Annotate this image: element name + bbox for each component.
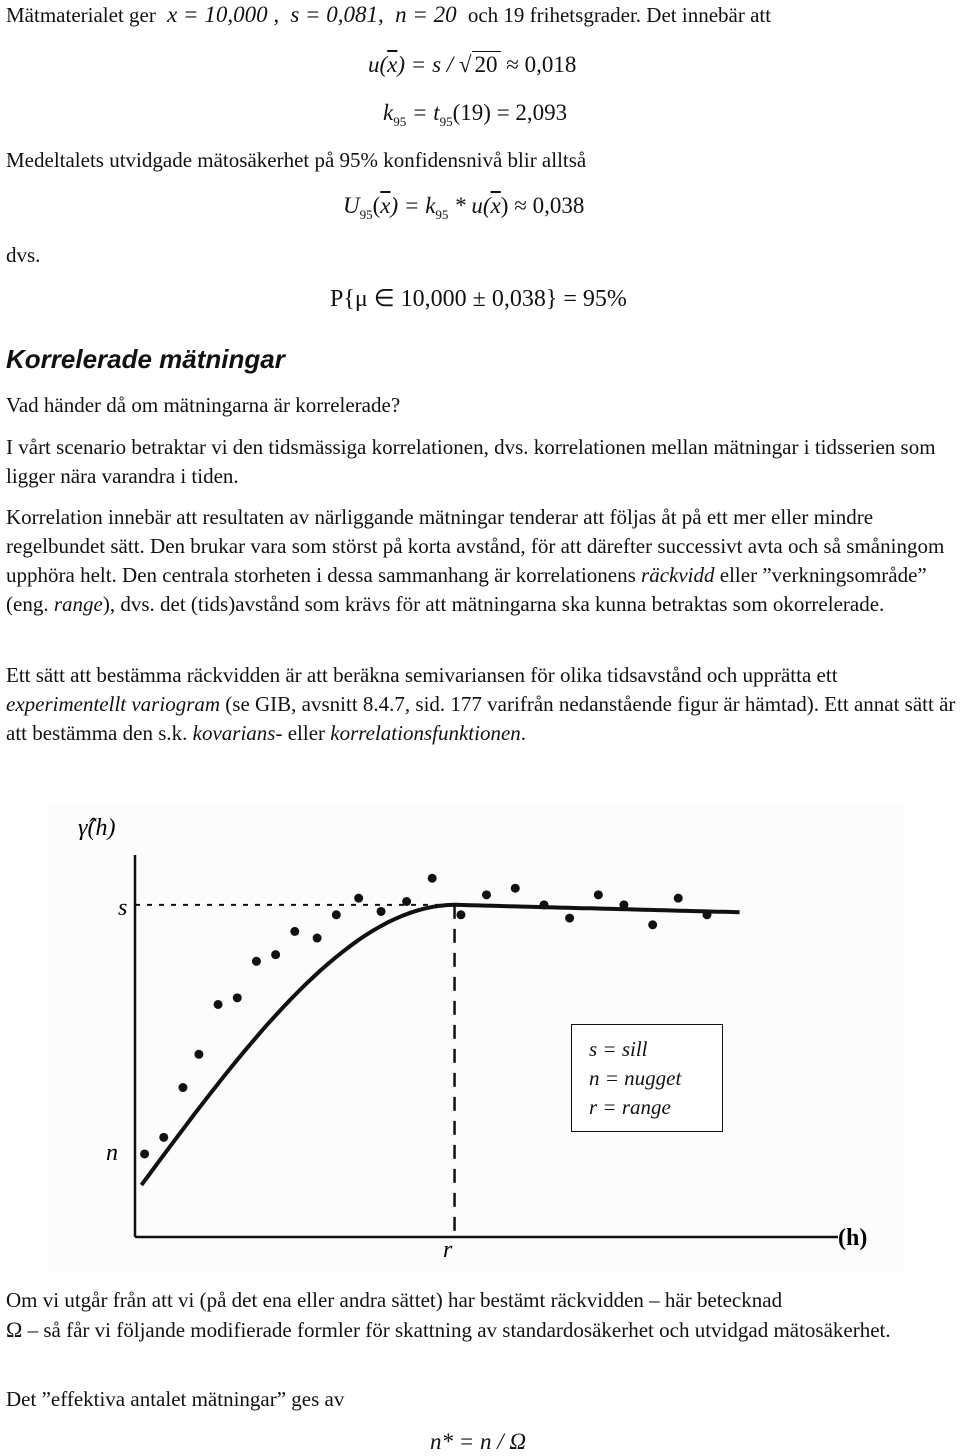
- eq2-k: k: [383, 100, 394, 125]
- paragraph-variogram: [6, 661, 958, 748]
- data-point: [511, 884, 520, 893]
- data-point: [140, 1149, 149, 1158]
- data-point: [354, 894, 363, 903]
- data-point: [332, 910, 341, 919]
- eq3-U-sub: 95: [359, 207, 373, 222]
- eq1-xbar: $\overline{x}$: [387, 52, 398, 77]
- equation-probability: P{μ ∈ 10,000 ± 0,038} = 95%: [330, 286, 627, 312]
- section-heading: [6, 345, 285, 374]
- figure-legend: [571, 1024, 723, 1132]
- equation-expanded: $U_{95}(\overline{x}) = k_{95} * u(\overline{x}) \approx 0,038$: [343, 193, 585, 222]
- intro-n-value: n = 20: [395, 2, 457, 27]
- para2-italic-rackvidd: räckvidd: [641, 563, 715, 587]
- para3-c: eller: [282, 721, 331, 745]
- eq3-rest2: ) ≈ 0,038: [500, 193, 585, 218]
- data-point: [482, 890, 491, 899]
- eq3-U: U: [343, 193, 360, 218]
- data-point: [540, 900, 549, 909]
- paragraph-correlation: [6, 503, 958, 619]
- para3-b: (se GIB, avsnitt 8.4.7, sid. 177 varifrån nedanstående figur är hämtad). Ett annat sätt är att bestämma den s.k.: [6, 692, 956, 745]
- eq3-xbar2: $\overline{x}$: [490, 193, 501, 218]
- nugget-label: n: [106, 1140, 118, 1166]
- para3-a: Ett sätt att bestämma räckvidden är att beräkna semivariansen för olika tidsavstånd och upprätta ett: [6, 663, 838, 687]
- data-point: [290, 927, 299, 936]
- intro-line: [6, 0, 771, 30]
- data-point: [594, 890, 603, 899]
- data-point: [377, 907, 386, 916]
- para2-b: eller ”verkningsområde” (eng.: [6, 563, 927, 616]
- legend-nugget: n = nugget: [589, 1066, 682, 1090]
- eq1-rhs2: ≈ 0,018: [506, 52, 577, 77]
- data-point: [674, 894, 683, 903]
- eq1-rhs1: ) = s /: [397, 52, 459, 77]
- legend-range: r = range: [589, 1095, 671, 1119]
- equation-coverage: [383, 98, 567, 136]
- data-point: [456, 910, 465, 919]
- equation-effective-n: n* = n / Ω: [430, 1429, 527, 1454]
- data-point: [214, 1000, 223, 1009]
- y-axis-label: γ̂(h): [78, 815, 116, 841]
- paragraph-modified-formulas: [6, 1286, 958, 1345]
- eq3-mid: ) = k: [390, 193, 436, 218]
- heading-text: Korrelerade mätningar: [6, 344, 285, 374]
- para2-c: ), dvs. det (tids)avstånd som krävs för att mätningarna ska kunna betraktas som okorrelerade.: [102, 592, 885, 616]
- intro-x-value: x = 10,000 ,: [167, 2, 280, 27]
- data-point: [194, 1050, 203, 1059]
- omega-symbol: Ω: [6, 1317, 23, 1342]
- para2-italic-range: range: [53, 592, 103, 616]
- intro-s-value: s = 0,081,: [290, 2, 384, 27]
- data-point: [271, 950, 280, 959]
- x-axis-label: (h): [838, 1225, 868, 1251]
- eq3-rest1: * u(: [454, 193, 491, 218]
- data-point: [159, 1133, 168, 1142]
- eq2-mid: = t: [411, 100, 440, 125]
- data-point: [648, 920, 657, 929]
- para2-a: Korrelation innebär att resultaten av närliggande mätningar tenderar att följas åt på ett mer eller mindre regelbundet sätt. Den brukar vara som störst på korta avstånd, för att därefter successivt avta och så småningom upphöra helt. Den centrala storheten i dessa sammanhang är korrelationens: [6, 505, 945, 587]
- sill-label: s: [118, 895, 128, 921]
- data-point: [428, 874, 437, 883]
- data-point: [233, 993, 242, 1002]
- data-point: [565, 914, 574, 923]
- sqrt-icon: √: [458, 52, 472, 77]
- eq2-k-sub: 95: [393, 114, 407, 129]
- data-point: [619, 900, 628, 909]
- expanded-uncertainty-text: Medeltalets utvidgade mätosäkerhet på 95% konfidensnivå blir alltså: [6, 148, 587, 172]
- eq1-lhs: u(: [368, 52, 388, 77]
- eq2-rhs: (19) = 2,093: [452, 100, 568, 125]
- equation-uncertainty: [368, 50, 576, 79]
- paragraph-scenario: I vårt scenario betraktar vi den tidsmässiga korrelationen, dvs. korrelationen mellan mätningar i tidsserien som ligger nära varandra i tiden.: [6, 435, 936, 488]
- range-label: r: [443, 1237, 453, 1263]
- intro-tail: och 19 frihetsgrader. Det innebär att: [467, 3, 772, 27]
- para3-italic-variogram: experimentellt variogram: [6, 692, 221, 716]
- variogram-chart: [48, 805, 904, 1271]
- data-point: [702, 910, 711, 919]
- para3-italic-korrfunk: korrelationsfunktionen: [330, 721, 521, 745]
- legend-sill: s = sill: [589, 1037, 648, 1061]
- intro-text: Mätmaterialet ger: [6, 3, 156, 27]
- para3-italic-kovarians: kovarians-: [192, 721, 283, 745]
- eq1-sqrt-value: 20: [472, 51, 501, 77]
- paragraph-effective-count: Det ”effektiva antalet mätningar” ges av: [6, 1387, 345, 1411]
- eq2-t-sub: 95: [439, 114, 453, 129]
- para4-a: Om vi utgår från att vi (på det ena eller andra sättet) har bestämt räckvidden – här betecknad: [6, 1288, 783, 1312]
- data-point: [313, 934, 322, 943]
- variogram-figure: [48, 805, 904, 1271]
- data-point: [178, 1083, 187, 1092]
- eq3-xbar1: $\overline{x}$: [380, 193, 391, 218]
- data-point: [402, 897, 411, 906]
- data-point: [252, 957, 261, 966]
- dvs-label: dvs.: [6, 243, 41, 267]
- para3-d: .: [520, 721, 527, 745]
- eq3-k-sub: 95: [435, 207, 449, 222]
- para4-b: – så får vi följande modifierade formler för skattning av standardosäkerhet och utvidgad mätosäkerhet.: [22, 1318, 891, 1342]
- question-text: Vad händer då om mätningarna är korrelerade?: [6, 393, 401, 417]
